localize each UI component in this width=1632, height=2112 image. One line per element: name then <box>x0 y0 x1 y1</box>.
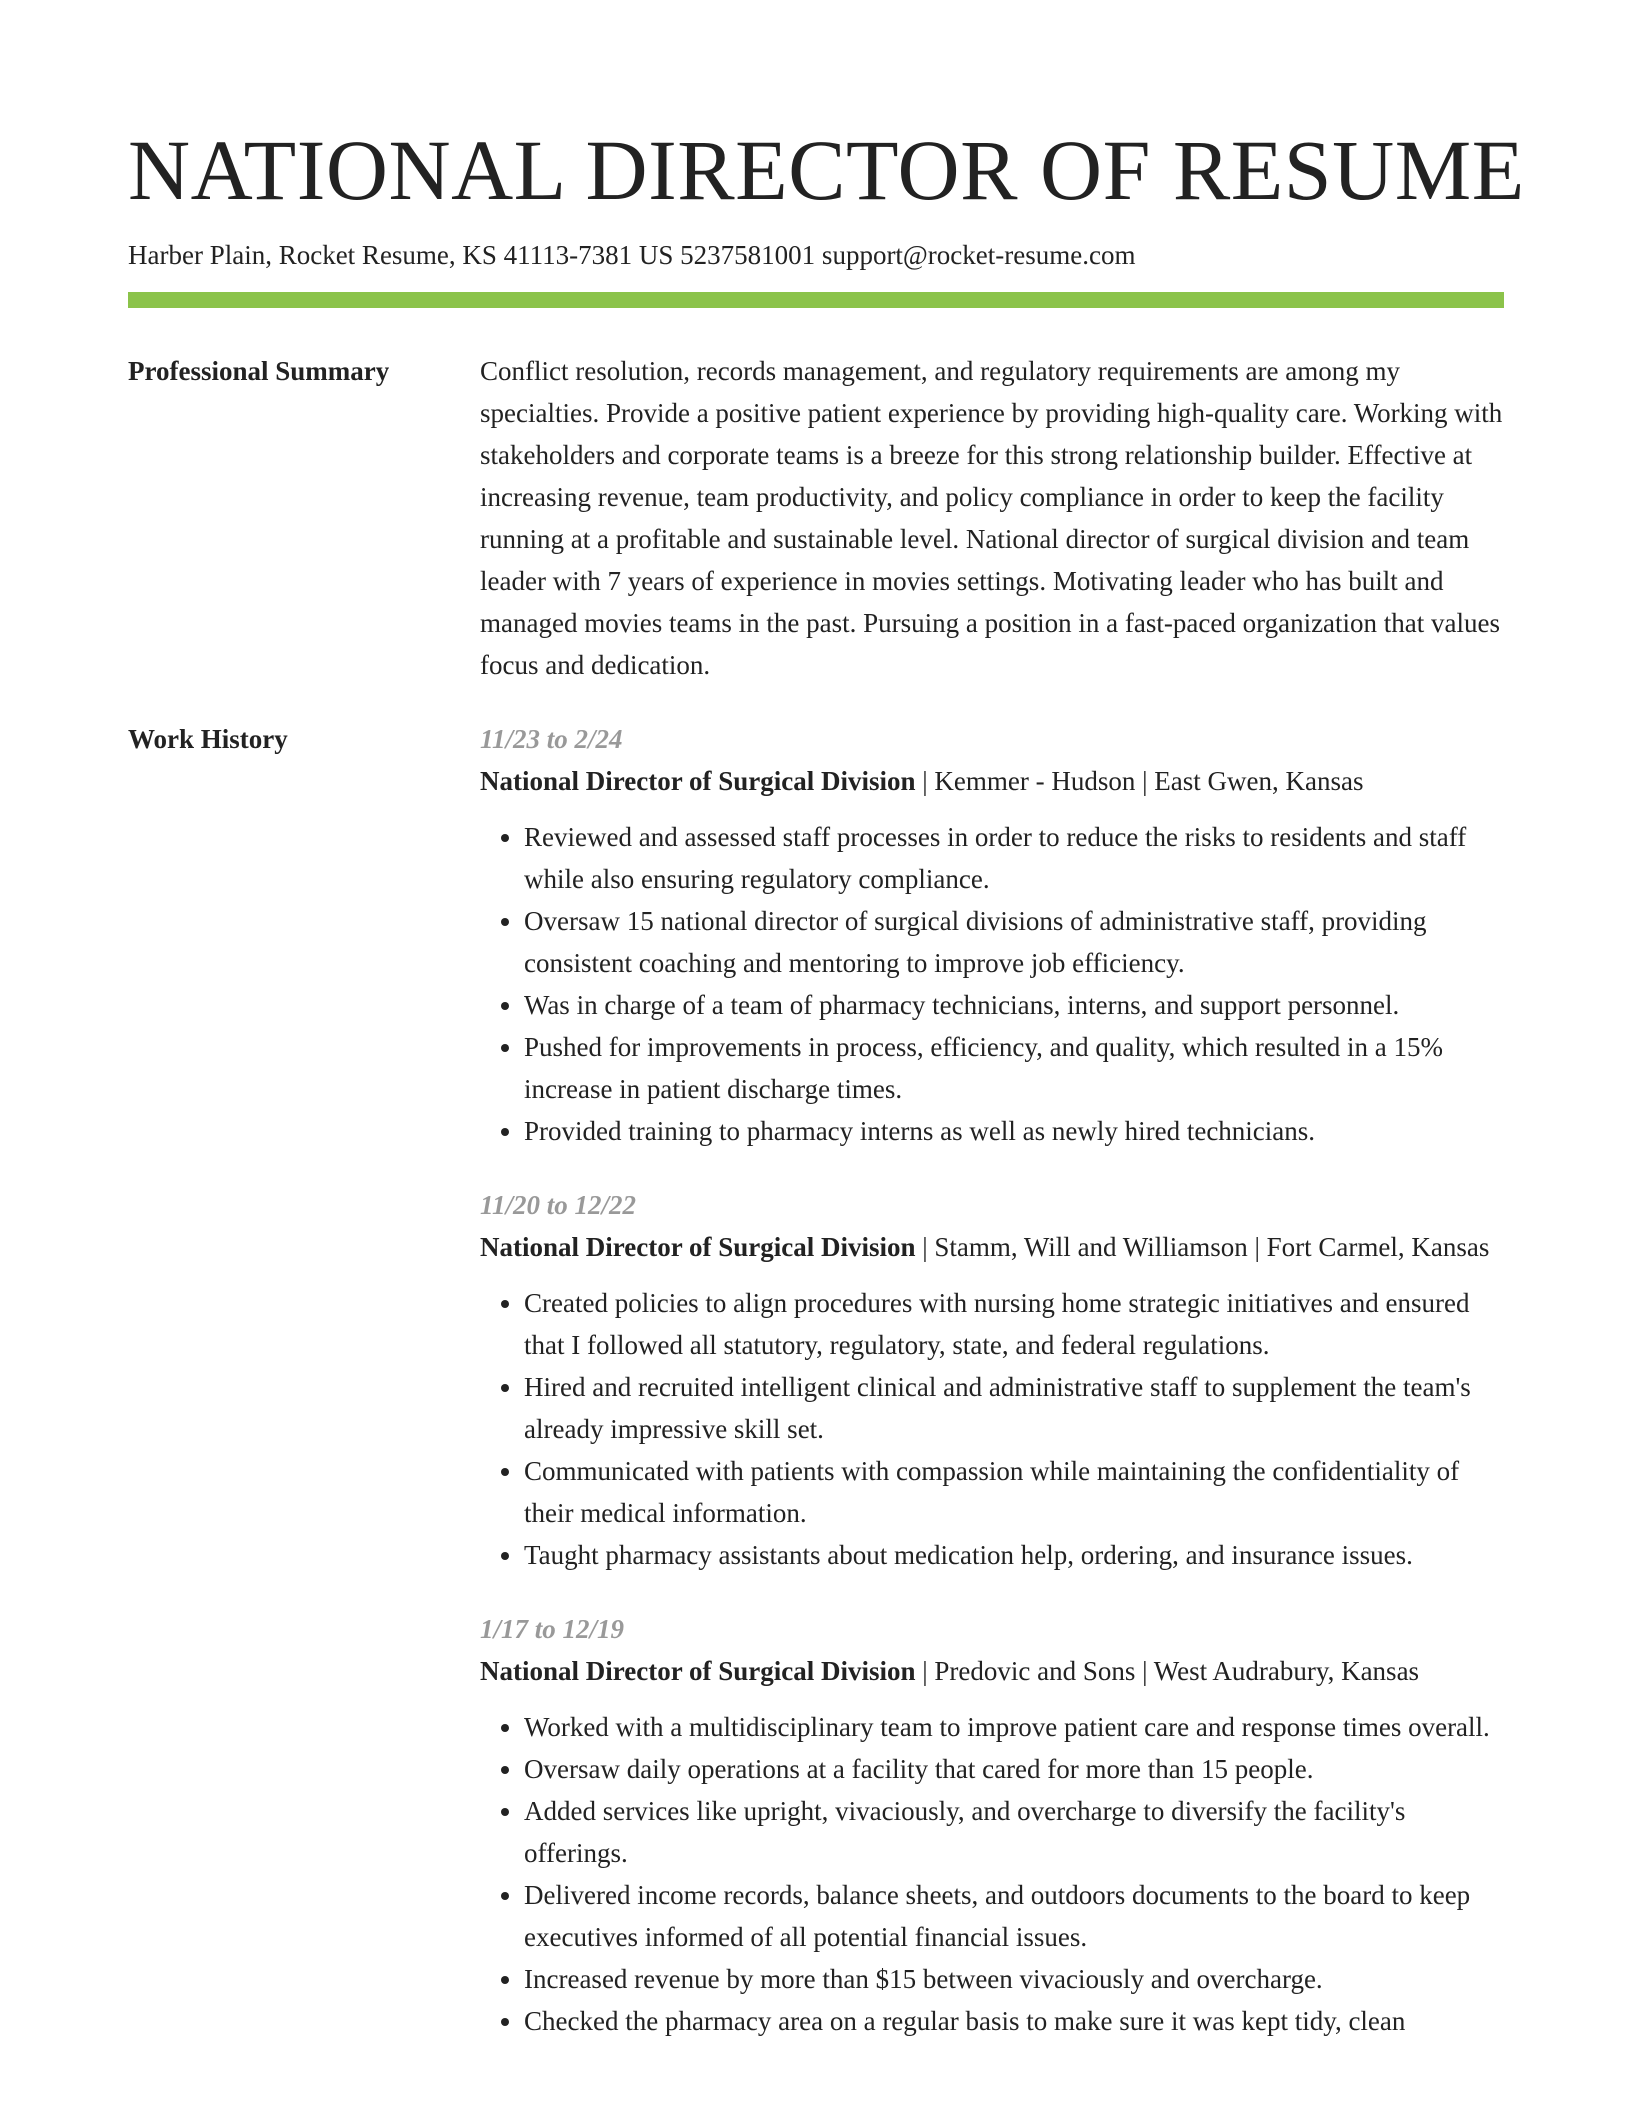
contact-line: Harber Plain, Rocket Resume, KS 41113-7381 US 5237581001 support@rocket-resume.com <box>128 240 1136 270</box>
job-entry <box>480 718 1504 1152</box>
job-entry <box>480 1184 1504 1576</box>
job-heading <box>480 1226 1504 1268</box>
work-history-label: Work History <box>128 724 288 754</box>
job-bullet: • Worked with a multidisciplinary team to improve patient care and response times overall. <box>524 1706 1504 1748</box>
job-bullet: • Hired and recruited intelligent clinical and administrative staff to supplement the team's already impressive skill set. <box>524 1366 1504 1450</box>
job-title: National Director of Surgical Division <box>480 766 916 796</box>
job-bullet: • Taught pharmacy assistants about medication help, ordering, and insurance issues. <box>524 1534 1504 1576</box>
job-dates: 1/17 to 12/19 <box>480 1614 625 1644</box>
job-heading <box>480 760 1504 802</box>
job-dates: 11/23 to 2/24 <box>480 724 623 754</box>
job-title: National Director of Surgical Division <box>480 1656 916 1686</box>
job-bullet: • Communicated with patients with compassion while maintaining the confidentiality of their medical information. <box>524 1450 1504 1534</box>
job-details: | Predovic and Sons | West Audrabury, Kansas <box>915 1656 1420 1686</box>
job-bullet: • Increased revenue by more than $15 between vivaciously and overcharge. <box>524 1958 1504 2000</box>
job-bullets <box>480 1282 1504 1576</box>
work-history-body <box>480 718 1504 2042</box>
job-bullet: • Added services like upright, vivaciously, and overcharge to diversify the facility's offerings. <box>524 1790 1504 1874</box>
resume-page <box>128 0 1525 2042</box>
job-bullet: • Reviewed and assessed staff processes in order to reduce the risks to residents and staff while also ensuring regulatory compliance. <box>524 816 1504 900</box>
summary-body <box>480 350 1504 686</box>
job-bullet: • Pushed for improvements in process, efficiency, and quality, which resulted in a 15% increase in patient discharge times. <box>524 1026 1504 1110</box>
job-bullet: • Was in charge of a team of pharmacy technicians, interns, and support personnel. <box>524 984 1504 1026</box>
job-details: | Stamm, Will and Williamson | Fort Carmel, Kansas <box>915 1232 1490 1262</box>
resume-name: NATIONAL DIRECTOR OF RESUME <box>128 122 1525 218</box>
job-bullet: • Oversaw 15 national director of surgical divisions of administrative staff, providing consistent coaching and mentoring to improve job efficiency. <box>524 900 1504 984</box>
job-bullet: • Delivered income records, balance sheets, and outdoors documents to the board to keep executives informed of all potential financial issues. <box>524 1874 1504 1958</box>
job-details: | Kemmer - Hudson | East Gwen, Kansas <box>915 766 1364 796</box>
summary-text: Conflict resolution, records management, and regulatory requirements are among my specialties. Provide a positive patient experience by providing high-quality care. Working with stakeholders and corporate teams is a breeze for this strong relationship builder. Effective at increasing revenue, team productivity, and policy compliance in order to keep the facility running at a profitable and sustainable level. National director of surgical division and team leader with 7 years of experience in movies settings. Motivating leader who has built and managed movies teams in the past. Pursuing a position in a fast-paced organization that values focus and dedication. <box>480 356 1503 680</box>
job-heading <box>480 1650 1504 1692</box>
job-bullet: • Created policies to align procedures with nursing home strategic initiatives and ensured that I followed all statutory, regulatory, state, and federal regulations. <box>524 1282 1504 1366</box>
job-bullet: • Provided training to pharmacy interns as well as newly hired technicians. <box>524 1110 1504 1152</box>
work-history-section <box>128 724 1504 2042</box>
job-title: National Director of Surgical Division <box>480 1232 916 1262</box>
job-bullets <box>480 816 1504 1152</box>
job-entry <box>480 1608 1504 2042</box>
summary-section <box>128 356 1504 686</box>
job-bullet: • Checked the pharmacy area on a regular basis to make sure it was kept tidy, clean <box>524 2000 1504 2042</box>
summary-label: Professional Summary <box>128 356 390 386</box>
accent-divider <box>128 292 1504 308</box>
job-bullet: • Oversaw daily operations at a facility that cared for more than 15 people. <box>524 1748 1504 1790</box>
job-bullets <box>480 1706 1504 2042</box>
job-dates: 11/20 to 12/22 <box>480 1190 637 1220</box>
